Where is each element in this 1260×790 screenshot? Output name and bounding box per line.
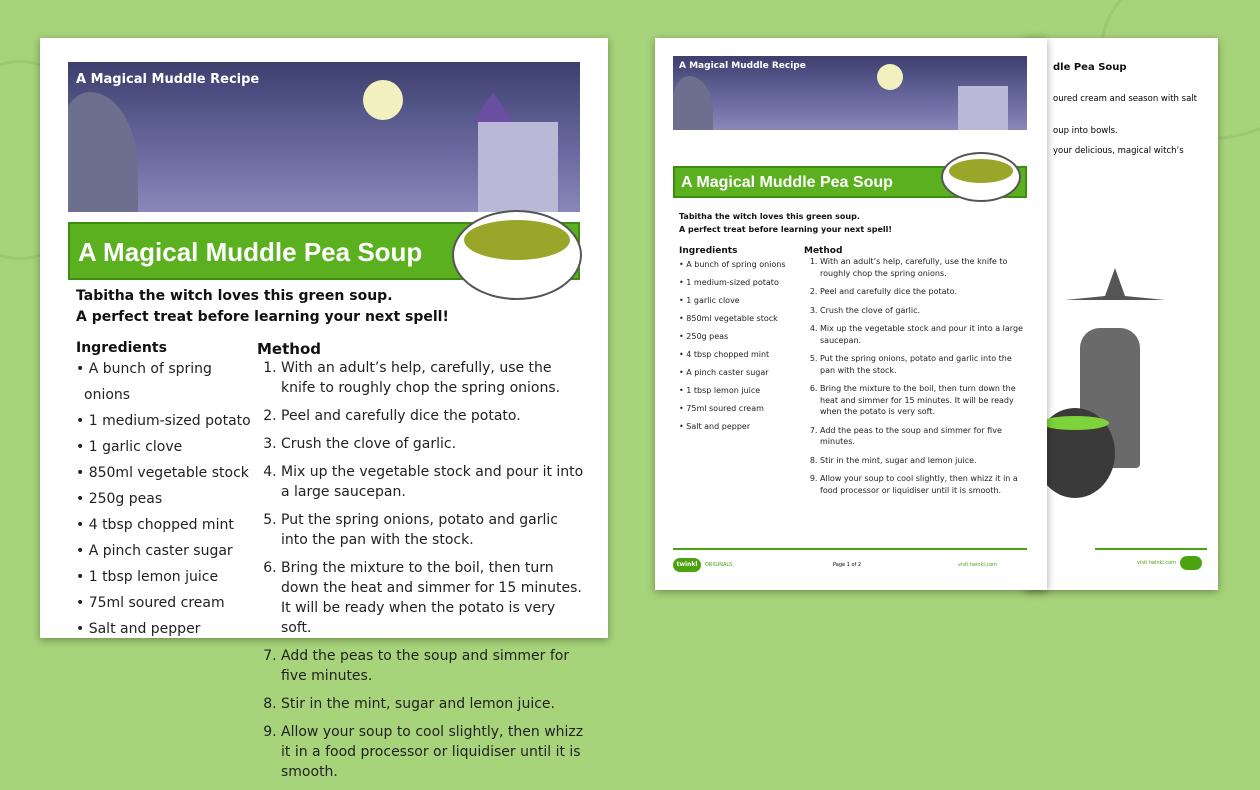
ingredient-item: • A bunch of spring onions bbox=[76, 361, 212, 403]
method-step: 1. With an adult’s help, carefully, use the knife to roughly chop the spring onions. bbox=[820, 256, 1026, 279]
ingredient-item: • 1 medium-sized potato bbox=[679, 278, 779, 287]
method-step: 9. Allow your soup to cool slightly, then whizz it in a food processor or liquidiser until it is smooth. bbox=[281, 722, 587, 782]
banner-tag: A Magical Muddle Recipe bbox=[679, 61, 806, 71]
ingredient-item: • 1 tbsp lemon juice bbox=[679, 386, 761, 395]
ingredient-item: • A pinch caster sugar bbox=[679, 368, 769, 377]
method-step: 6. Bring the mixture to the boil, then turn down the heat and simmer for 15 minutes. It will be ready when the potato is very soft. bbox=[281, 558, 587, 638]
intro-text: Tabitha the witch loves this green soup. A perfect treat before learning your next spell! bbox=[679, 212, 893, 234]
method-step: 3. Crush the clove of garlic. bbox=[281, 434, 587, 454]
method-step: 7. Add the peas to the soup and simmer for five minutes. bbox=[281, 646, 587, 686]
banner-tag: A Magical Muddle Recipe bbox=[76, 72, 260, 87]
method-step: 5. Put the spring onions, potato and garlic into the pan with the stock. bbox=[281, 510, 587, 550]
ingredient-item: • 1 medium-sized potato bbox=[76, 413, 251, 429]
footer bbox=[1095, 548, 1207, 566]
ingredient-item: • Salt and pepper bbox=[76, 621, 201, 637]
footer-site[interactable]: visit twinkl.com bbox=[958, 562, 998, 568]
method-list: Method 1. With an adult’s help, carefully, use the knife to roughly chop the spring onions. 2. Peel and carefully dice the potato. 3. Crush the clove of garlic. 4. Mix up the vegetable stock and pour it into a large saucepan. 5. Put the spring onions, potato and garlic into the pan with the stock. 6. Bring the mixture to the boil, then turn down the heat and simmer for 15 minutes. It will be ready when the potato is very soft. 7. Add the peas to the soup and simmer for five minutes. 8. Stir in the mint, sugar and lemon juice. 9. Allow your soup to cool slightly, then whizz it in a food processor or liquidiser until it is smooth. bbox=[257, 340, 587, 790]
banner-illustration bbox=[673, 56, 1027, 130]
method-step: 8. Stir in the mint, sugar and lemon juice. bbox=[281, 694, 587, 714]
ingredient-item: • A bunch of spring onions bbox=[679, 260, 786, 269]
ingredient-item: • 4 tbsp chopped mint bbox=[76, 517, 234, 533]
method-step: 4. Mix up the vegetable stock and pour it into a large saucepan. bbox=[820, 323, 1026, 346]
method-step: 2. Peel and carefully dice the potato. bbox=[820, 286, 1026, 298]
recipe-page-1-preview bbox=[655, 38, 1047, 590]
text-line: your delicious, magical witch’s bbox=[1053, 146, 1184, 156]
soup-bowl-image bbox=[941, 152, 1021, 202]
method-step: 1. With an adult’s help, carefully, use the knife to roughly chop the spring onions. bbox=[281, 358, 587, 398]
text-line: oup into bowls. bbox=[1053, 126, 1118, 136]
ingredients-list: Ingredients • A bunch of spring onions • 1 medium-sized potato • 1 garlic clove • 850ml vegetable stock • 250g peas • 4 tbsp chopped mint • A pinch caster sugar • 1 tbsp lemon juice • 75ml soured cream • Salt and pepper bbox=[679, 246, 799, 436]
ingredient-item: • A pinch caster sugar bbox=[76, 543, 233, 559]
ingredient-item: • 850ml vegetable stock bbox=[679, 314, 778, 323]
ingredient-item: • Salt and pepper bbox=[679, 422, 751, 431]
ingredient-item: • 1 garlic clove bbox=[76, 439, 183, 455]
method-list: Method 1. With an adult’s help, carefully, use the knife to roughly chop the spring onions. 2. Peel and carefully dice the potato. 3. Crush the clove of garlic. 4. Mix up the vegetable stock and pour it into a large saucepan. 5. Put the spring onions, potato and garlic into the pan with the stock. 6. Bring the mixture to the boil, then turn down the heat and simmer for 15 minutes. It will be ready when the potato is very soft. 7. Add the peas to the soup and simmer for five minutes. 8. Stir in the mint, sugar and lemon juice. 9. Allow your soup to cool slightly, then whizz it in a food processor or liquidiser until it is smooth. bbox=[804, 246, 1026, 503]
method-step: 6. Bring the mixture to the boil, then turn down the heat and simmer for 15 minutes. It will be ready when the potato is very soft. bbox=[820, 383, 1026, 418]
ingredient-item: • 4 tbsp chopped mint bbox=[679, 350, 770, 359]
text-line: oured cream and season with salt bbox=[1053, 94, 1197, 104]
intro-text: Tabitha the witch loves this green soup. A perfect treat before learning your next spell! bbox=[76, 288, 449, 325]
ingredient-item: • 250g peas bbox=[679, 332, 729, 341]
ingredient-item: • 1 garlic clove bbox=[679, 296, 740, 305]
banner-illustration bbox=[68, 62, 580, 212]
method-step: 2. Peel and carefully dice the potato. bbox=[281, 406, 587, 426]
recipe-page-1 bbox=[40, 38, 608, 780]
ingredient-item: • 1 tbsp lemon juice bbox=[76, 569, 219, 585]
recipe-title: A Magical Muddle Pea Soup bbox=[673, 166, 1027, 198]
footer-site[interactable]: visit twinkl.com bbox=[1137, 560, 1177, 566]
ingredient-item: • 75ml soured cream bbox=[679, 404, 764, 413]
twinkl-logo: twinkl bbox=[673, 558, 701, 572]
twinkl-badge bbox=[1180, 556, 1202, 570]
ingredient-item: • 850ml vegetable stock bbox=[76, 465, 249, 481]
ingredients-list: Ingredients • A bunch of spring onions • 1 medium-sized potato • 1 garlic clove • 850ml vegetable stock • 250g peas • 4 tbsp chopped mint • A pinch caster sugar • 1 tbsp lemon juice • 75ml soured cream • Salt and pepper bbox=[76, 340, 256, 642]
page-number: Page 1 of 2 bbox=[833, 562, 862, 568]
method-step: 7. Add the peas to the soup and simmer for five minutes. bbox=[820, 425, 1026, 448]
method-step: 8. Stir in the mint, sugar and lemon juice. bbox=[820, 455, 1026, 467]
page-title-fragment: dle Pea Soup bbox=[1053, 62, 1127, 73]
method-step: 3. Crush the clove of garlic. bbox=[820, 305, 1026, 317]
soup-bowl-image bbox=[452, 210, 582, 300]
ingredient-item: • 250g peas bbox=[76, 491, 163, 507]
brand-sub: ORIGINALS bbox=[705, 562, 733, 568]
footer bbox=[673, 548, 1027, 568]
ingredient-item: • 75ml soured cream bbox=[76, 595, 225, 611]
method-step: 4. Mix up the vegetable stock and pour it into a large saucepan. bbox=[281, 462, 587, 502]
recipe-page-2 bbox=[1025, 38, 1218, 590]
recipe-title: A Magical Muddle Pea Soup bbox=[68, 222, 580, 280]
method-step: 9. Allow your soup to cool slightly, then whizz it in a food processor or liquidiser until it is smooth. bbox=[820, 473, 1026, 496]
method-step: 5. Put the spring onions, potato and garlic into the pan with the stock. bbox=[820, 353, 1026, 376]
